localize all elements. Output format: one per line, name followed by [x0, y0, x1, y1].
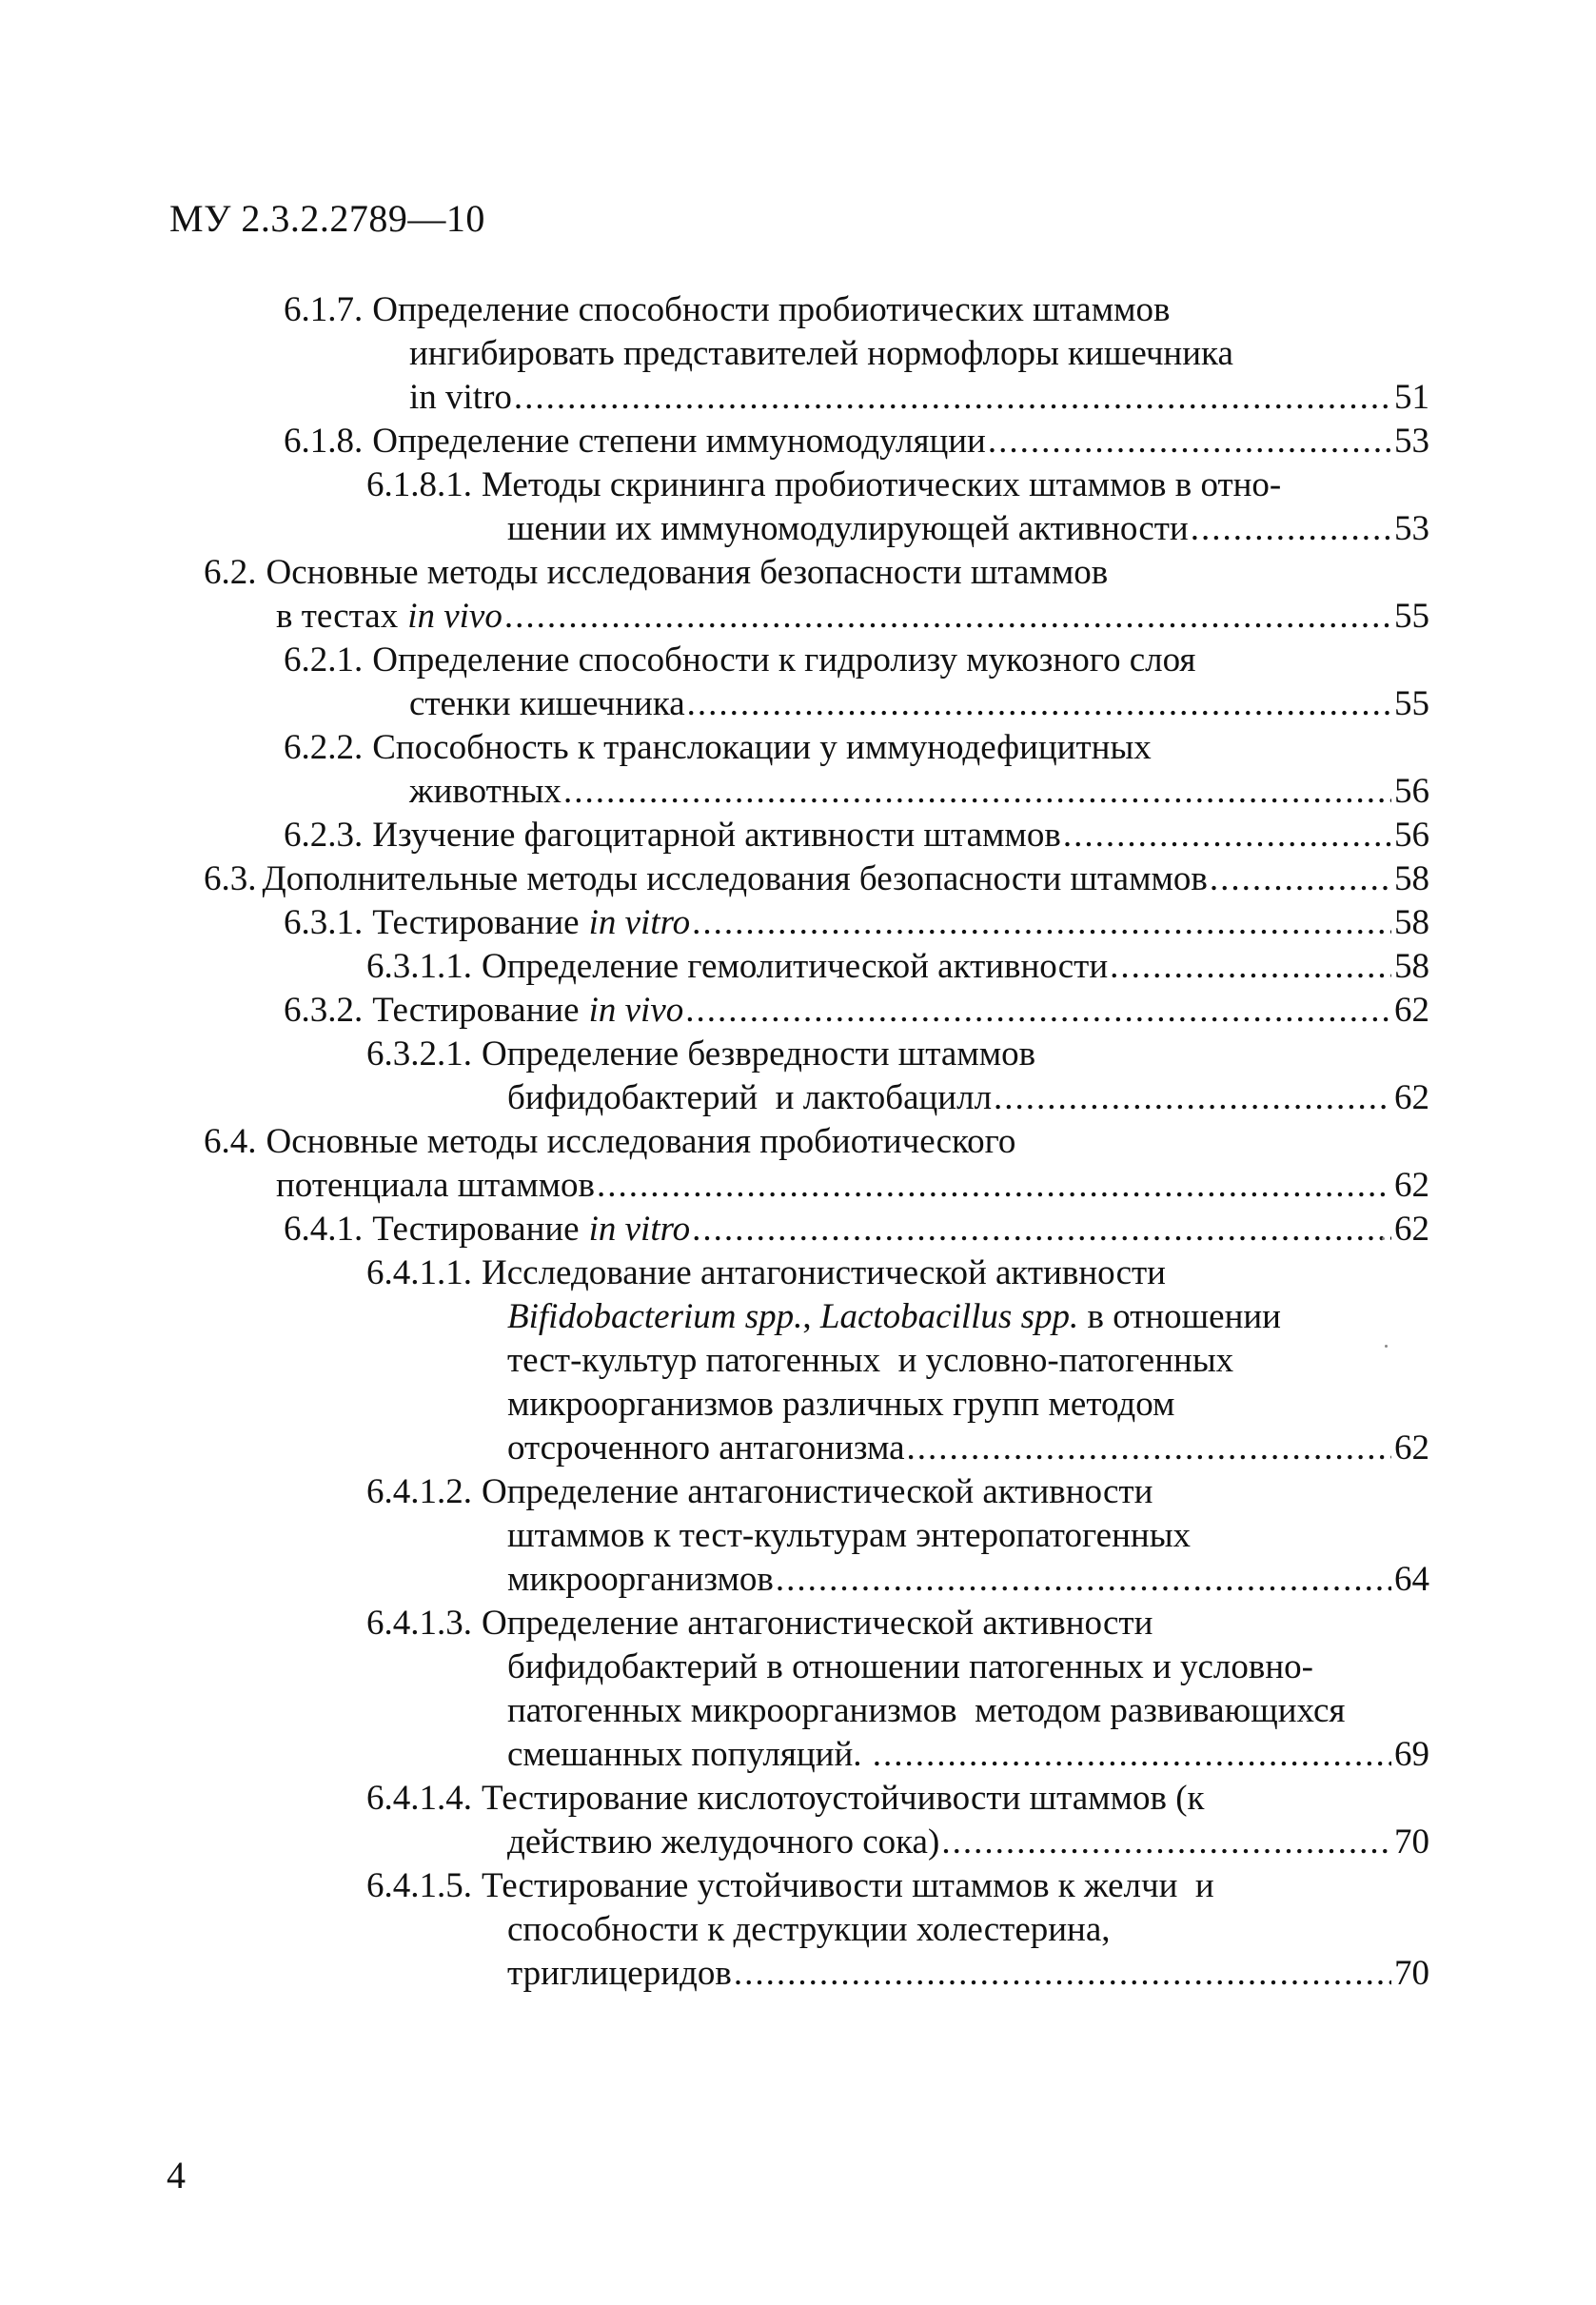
- toc-title-line: смешанных популяций.: [507, 1735, 871, 1774]
- toc-number: 6.4.1.1.: [366, 1253, 472, 1292]
- toc-page-number: 70: [1394, 1822, 1429, 1862]
- toc-leader-dots: [504, 595, 1391, 639]
- toc-title-line: Изучение фагоцитарной активности штаммов: [372, 816, 1061, 855]
- toc-line: [507, 1076, 1429, 1120]
- toc-number: 6.4.1.4.: [366, 1779, 472, 1818]
- toc-number: 6.1.7.: [284, 290, 364, 329]
- toc-number: 6.1.8.: [284, 422, 364, 461]
- toc-title-italic: Lactobacillus spp.: [819, 1297, 1079, 1336]
- toc-entry-6-4: [204, 1120, 1015, 1164]
- toc-leader-dots: [692, 1208, 1391, 1251]
- toc-page-number: 69: [1394, 1735, 1429, 1774]
- toc-title-line: Исследование антагонистической активности: [482, 1253, 1166, 1292]
- toc-entry-6-1-8-1: [366, 463, 1281, 507]
- toc-title-italic: in vitro: [588, 1210, 691, 1249]
- toc-line: [507, 1908, 1111, 1952]
- toc-title-italic: in vivo: [407, 597, 502, 636]
- scan-speck: [1385, 1345, 1388, 1348]
- toc-leader-dots: [514, 376, 1391, 420]
- toc-line: [276, 595, 1429, 639]
- toc-leader-dots: [563, 770, 1391, 814]
- scan-speck: [1382, 1237, 1385, 1240]
- toc-line: [409, 332, 1233, 376]
- toc-line: [276, 1164, 1429, 1208]
- toc-number: 6.4.: [204, 1122, 257, 1161]
- toc-entry-6-1-7: [284, 288, 1171, 332]
- toc-page-number: 64: [1394, 1560, 1429, 1599]
- toc-entry-6-4-1-4: [366, 1777, 1205, 1821]
- toc-title-line: Тестирование: [372, 991, 580, 1030]
- toc-line: [507, 1514, 1191, 1558]
- toc-entry-6-3-1: [284, 901, 1429, 945]
- toc-leader-dots: [597, 1164, 1391, 1208]
- toc-title-line: микроорганизмов различных групп методом: [507, 1385, 1175, 1424]
- toc-line: [507, 1645, 1313, 1689]
- toc-title-line: Определение гемолитической активности: [482, 947, 1109, 986]
- toc-title-line: ,: [802, 1297, 820, 1336]
- toc-page-number: 62: [1394, 1210, 1429, 1249]
- document-code-header: МУ 2.3.2.2789—10: [169, 197, 485, 240]
- toc-title-line: стенки кишечника: [409, 684, 685, 723]
- toc-line: [409, 376, 1429, 420]
- toc-leader-dots: [941, 1821, 1391, 1864]
- toc-page-number: 70: [1394, 1954, 1429, 1993]
- toc-page-number: 62: [1394, 991, 1429, 1030]
- toc-title-line: бифидобактерий в отношении патогенных и условно-: [507, 1647, 1313, 1686]
- toc-page-number: 62: [1394, 1166, 1429, 1205]
- toc-title-line: Основные методы исследования пробиотического: [266, 1122, 1016, 1161]
- toc-title-line: патогенных микроорганизмов методом развивающихся: [507, 1691, 1346, 1730]
- toc-number: 6.3.1.: [284, 903, 364, 942]
- toc-line: [507, 507, 1429, 551]
- toc-title-line: Основные методы исследования безопасности штаммов: [266, 553, 1109, 592]
- toc-title-line: Тестирование: [372, 1210, 580, 1249]
- toc-title-line: Методы скрининга пробиотических штаммов в отно-: [482, 465, 1282, 504]
- toc-title-line: Тестирование кислотоустойчивости штаммов (к: [482, 1779, 1205, 1818]
- toc-number: 6.3.1.1.: [366, 947, 472, 986]
- toc-line: [507, 1689, 1345, 1733]
- toc-title-line: Определение способности к гидролизу мукозного слоя: [372, 640, 1196, 680]
- toc-page-number: 56: [1394, 772, 1429, 811]
- toc-page-number: 62: [1394, 1428, 1429, 1468]
- toc-title-italic: in vitro: [588, 903, 691, 942]
- toc-title-line: Дополнительные методы исследования безопасности штаммов: [262, 859, 1208, 898]
- toc-title-line: in vitro: [409, 378, 512, 417]
- toc-line: [507, 1383, 1174, 1427]
- toc-entry-6-4-1-1: [366, 1251, 1166, 1295]
- toc-number: 6.3.2.: [284, 991, 364, 1030]
- toc-leader-dots: [685, 989, 1391, 1033]
- toc-entry-6-1-8: [284, 420, 1429, 463]
- toc-number: 6.4.1.2.: [366, 1472, 472, 1511]
- toc-title-line: тест-культур патогенных и условно-патогенных: [507, 1341, 1234, 1380]
- toc-line: [507, 1558, 1429, 1602]
- toc-title-line: способности к деструкции холестерина,: [507, 1910, 1111, 1949]
- toc-title-line: в отношении: [1078, 1297, 1281, 1336]
- toc-leader-dots: [687, 682, 1391, 726]
- toc-leader-dots: [1110, 945, 1391, 989]
- toc-title-line: Определение способности пробиотических штаммов: [372, 290, 1171, 329]
- toc-title-line: Определение антагонистической активности: [482, 1604, 1153, 1643]
- toc-title-line: шении их иммуномодулирующей активности: [507, 509, 1189, 548]
- toc-line: [507, 1295, 1281, 1339]
- toc-title-line: Способность к транслокации у иммунодефицитных: [372, 728, 1152, 767]
- toc-number: 6.2.1.: [284, 640, 364, 680]
- toc-entry-6-2-2: [284, 726, 1152, 770]
- toc-page-number: 62: [1394, 1078, 1429, 1117]
- toc-leader-dots: [734, 1952, 1391, 1996]
- toc-number: 6.3.2.1.: [366, 1034, 472, 1074]
- toc-page-number: 58: [1394, 859, 1429, 898]
- toc-entry-6-2-3: [284, 814, 1429, 857]
- toc-leader-dots: [1063, 814, 1391, 857]
- toc-title-line: Определение степени иммуномодуляции: [372, 422, 986, 461]
- toc-title-line: действию желудочного сока): [507, 1822, 940, 1862]
- toc-leader-dots: [907, 1427, 1391, 1470]
- toc-number: 6.2.: [204, 553, 257, 592]
- toc-page-number: 53: [1394, 422, 1429, 461]
- toc-entry-6-3-2: [284, 989, 1429, 1033]
- toc-page-number: 58: [1394, 903, 1429, 942]
- toc-title-line: Определение антагонистической активности: [482, 1472, 1153, 1511]
- toc-leader-dots: [994, 1076, 1391, 1120]
- toc-number: 6.1.8.1.: [366, 465, 472, 504]
- toc-entry-6-4-1: [284, 1208, 1429, 1251]
- toc-line: [507, 1733, 1429, 1777]
- toc-entry-6-3: [204, 857, 1429, 901]
- toc-title-line: триглицеридов: [507, 1954, 732, 1993]
- toc-page-number: 58: [1394, 947, 1429, 986]
- toc-title-line: Определение безвредности штаммов: [482, 1034, 1036, 1074]
- toc-entry-6-2-1: [284, 639, 1195, 682]
- toc-title-italic: Bifidobacterium spp.: [507, 1297, 803, 1336]
- toc-page-number: 56: [1394, 816, 1429, 855]
- toc-title-line: ингибировать представителей нормофлоры кишечника: [409, 334, 1233, 373]
- toc-entry-6-4-1-2: [366, 1470, 1153, 1514]
- toc-line: [409, 770, 1429, 814]
- toc-line: [507, 1952, 1429, 1996]
- toc-number: 6.4.1.3.: [366, 1604, 472, 1643]
- toc-entry-6-4-1-3: [366, 1602, 1153, 1645]
- toc-line: [507, 1427, 1429, 1470]
- toc-title-line: Тестирование: [372, 903, 580, 942]
- toc-leader-dots: [988, 420, 1391, 463]
- toc-number: 6.4.1.: [284, 1210, 364, 1249]
- toc-line: [409, 682, 1429, 726]
- toc-leader-dots: [1210, 857, 1391, 901]
- toc-number: 6.2.3.: [284, 816, 364, 855]
- toc-number: 6.2.2.: [284, 728, 364, 767]
- toc-line: [507, 1339, 1233, 1383]
- toc-page-number: 55: [1394, 684, 1429, 723]
- toc-leader-dots: [776, 1558, 1391, 1602]
- page-number: 4: [167, 2154, 186, 2197]
- toc-title-line: микроорганизмов: [507, 1560, 774, 1599]
- toc-leader-dots: [692, 901, 1391, 945]
- toc-number: 6.3.: [204, 859, 257, 898]
- toc-title-line: штаммов к тест-культурам энтеропатогенных: [507, 1516, 1192, 1555]
- toc-title-line: Тестирование устойчивости штаммов к желчи и: [482, 1866, 1214, 1905]
- toc-page-number: 53: [1394, 509, 1429, 548]
- toc-page-number: 51: [1394, 378, 1429, 417]
- toc-entry-6-4-1-5: [366, 1864, 1214, 1908]
- toc-entry-6-3-1-1: [366, 945, 1429, 989]
- toc-entry-6-3-2-1: [366, 1033, 1035, 1076]
- toc-line: [507, 1821, 1429, 1864]
- toc-title-line: бифидобактерий и лактобацилл: [507, 1078, 993, 1117]
- toc-page-number: 55: [1394, 597, 1429, 636]
- toc-title-line: отсроченного антагонизма: [507, 1428, 905, 1468]
- toc-title-line: животных: [409, 772, 562, 811]
- toc-title-line: в тестах: [276, 597, 399, 636]
- toc-entry-6-2: [204, 551, 1108, 595]
- toc-number: 6.4.1.5.: [366, 1866, 472, 1905]
- toc-leader-dots: [1191, 507, 1391, 551]
- toc-title-italic: in vivo: [588, 991, 684, 1030]
- toc-title-line: потенциала штаммов: [276, 1166, 596, 1205]
- toc-leader-dots: [873, 1733, 1391, 1777]
